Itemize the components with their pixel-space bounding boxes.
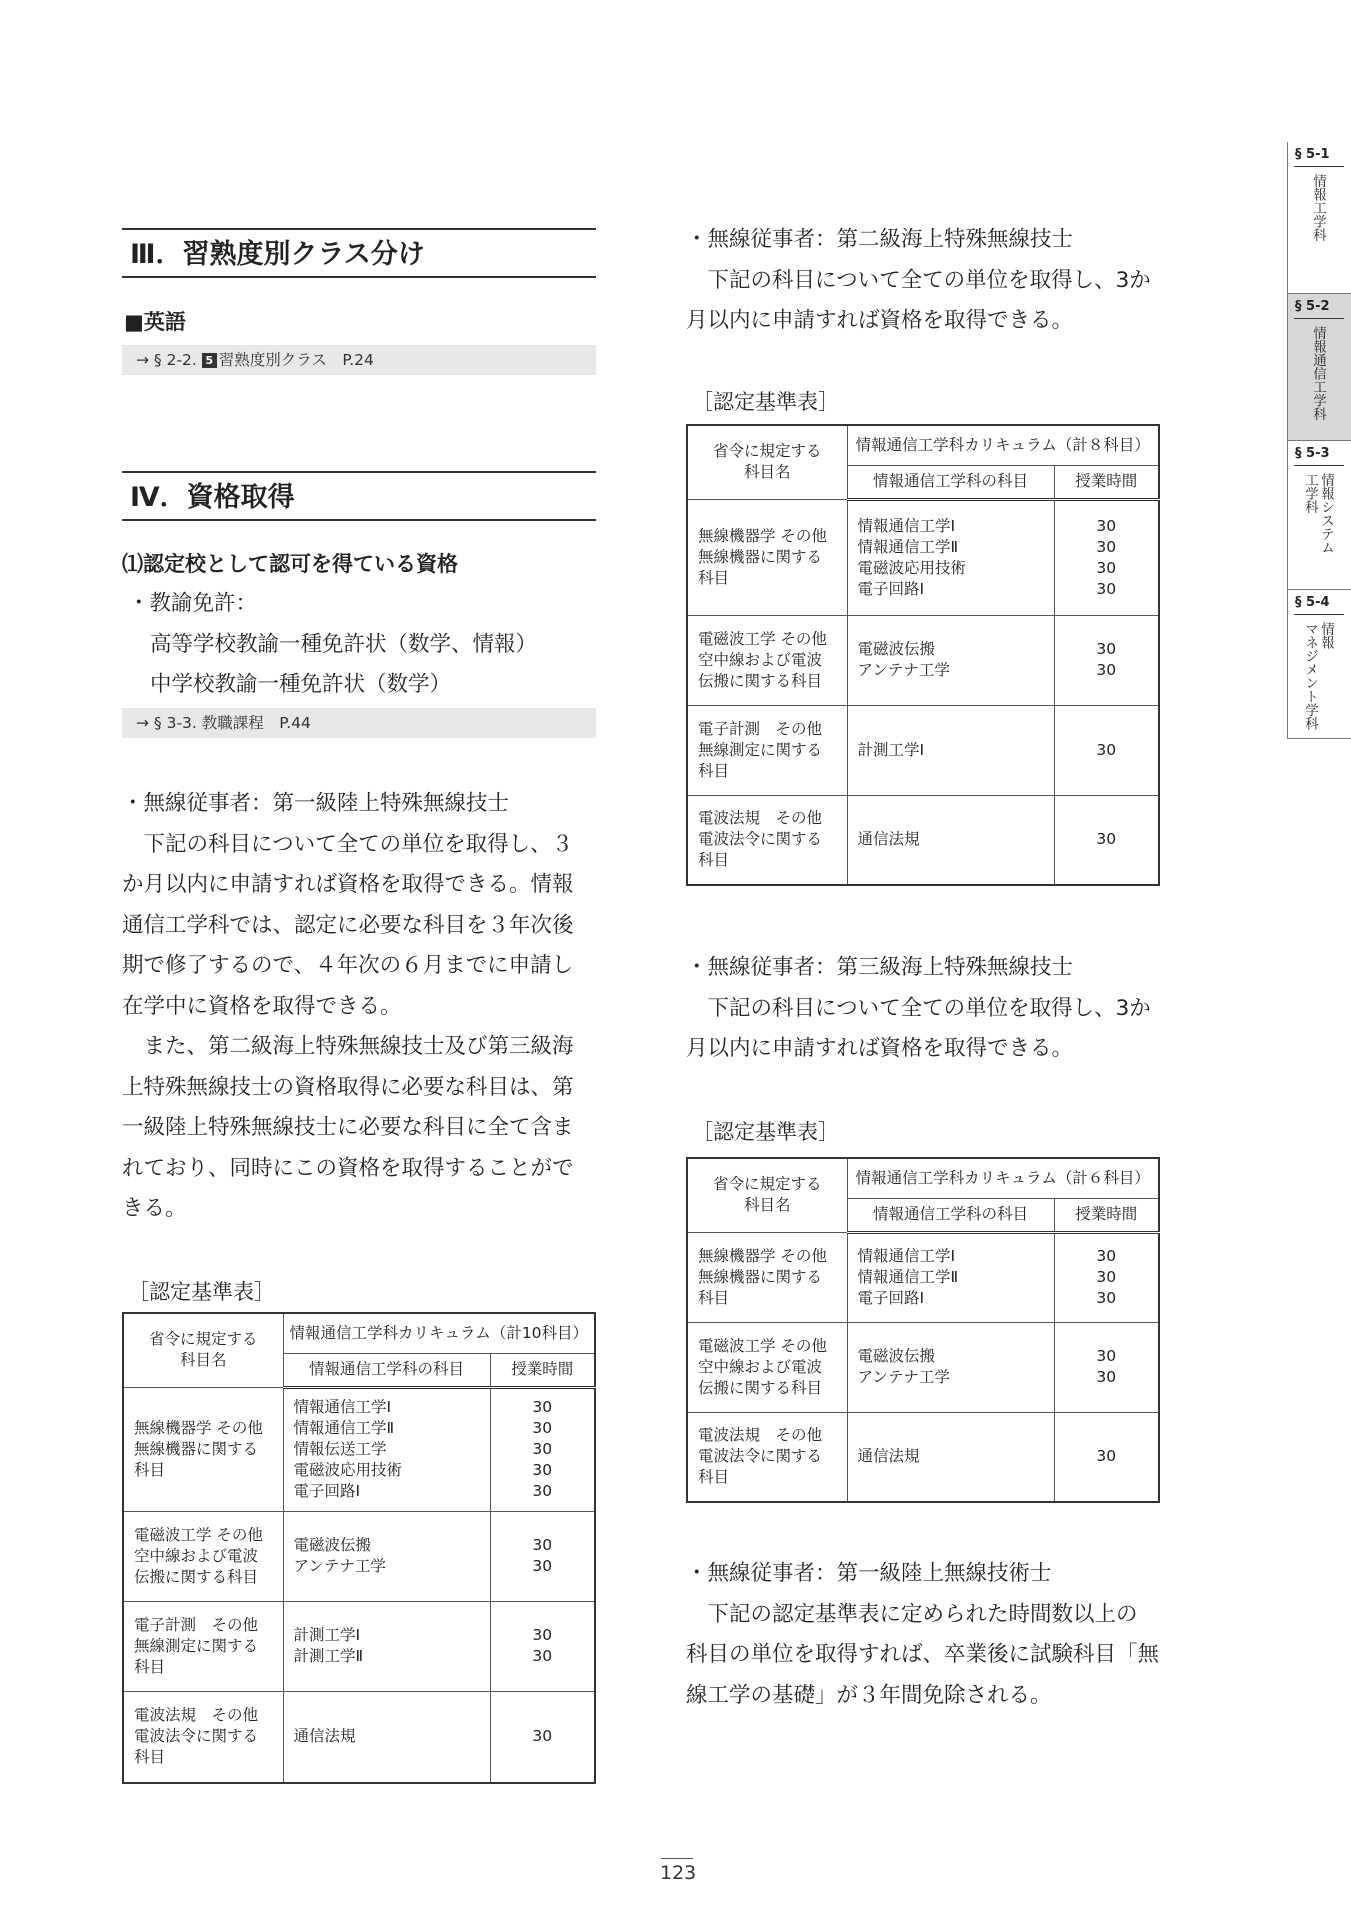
header-course: 情報通信工学科の科目 <box>847 465 1054 499</box>
side-tab-5-1[interactable] <box>1287 142 1351 294</box>
right-criteria-table-1 <box>686 424 1160 886</box>
section-3-title: Ⅲ．習熟度別クラス分け <box>122 228 596 278</box>
header-curriculum: 情報通信工学科カリキュラム（計６科目） <box>847 1158 1159 1198</box>
table-row: 電子計測 その他 無線測定に関する 科目 計測工学Ⅰ 30 <box>687 705 1159 795</box>
table-row: 無線機器学 その他 無線機器に関する 科目 情報通信工学Ⅰ 情報通信工学Ⅱ 電磁波応用技術 電子回路Ⅰ 30 30 30 30 <box>687 499 1159 615</box>
radio3-paragraph: ・無線従事者：第三級海上特殊無線技士 下記の科目について全ての単位を取得し、3か 月以内に申請すれば資格を取得できる。 <box>686 955 1151 1061</box>
side-tab-5-4[interactable] <box>1287 590 1351 738</box>
table-row: 電波法規 その他 電波法令に関する 科目 通信法規 30 <box>123 1691 595 1783</box>
side-tab-name: 情報 マネジメント学科 <box>1302 622 1334 730</box>
table-row: 電磁波工学 その他 空中線および電波 伝搬に関する科目 電磁波伝搬 アンテナ工学 30 30 <box>687 615 1159 705</box>
table-row: 電波法規 その他 電波法令に関する 科目 通信法規 30 <box>687 1412 1159 1502</box>
header-hours: 授業時間 <box>490 1353 595 1387</box>
side-tab-rule <box>1294 318 1344 319</box>
radio1-paragraph: ・無線従事者：第一級陸上特殊無線技士 下記の科目について全ての単位を取得し、３ か月以内に申請すれば資格を取得できる。情報 通信工学科では、認定に必要な科目を３年次後 期で修了するので、４年次の６月までに申請し 在学中に資格を取得できる。 また、第二級海上特殊無線技士及び第三級海 上特殊無線技士の資格取得に必要な科目は、第 一級陸上特殊無線技士に必要な科目に全て含ま れており、同時にこの資格を取得することがで きる。 <box>122 791 574 1221</box>
header-hours: 授業時間 <box>1054 1198 1159 1232</box>
teacher-reference: → § 3-3. 教職課程 P.44 <box>122 708 596 738</box>
left-criteria-table <box>122 1312 596 1784</box>
radio2-paragraph: ・無線従事者：第二級海上特殊無線技士 下記の科目について全ての単位を取得し、3か 月以内に申請すれば資格を取得できる。 <box>686 227 1151 333</box>
left-table-caption: ［認定基準表］ <box>128 1280 275 1304</box>
section-number-badge: 5 <box>202 353 217 368</box>
side-tab-name: 情報工学科 <box>1310 174 1326 242</box>
side-tab-rule <box>1294 614 1344 615</box>
side-tab-code: § 5-2 <box>1295 299 1330 314</box>
side-tab-code: § 5-4 <box>1295 595 1330 610</box>
table-row: 電波法規 その他 電波法令に関する 科目 通信法規 30 <box>687 795 1159 885</box>
header-course: 情報通信工学科の科目 <box>847 1198 1054 1232</box>
table-row: 電子計測 その他 無線測定に関する 科目 計測工学Ⅰ 計測工学Ⅱ 30 30 <box>123 1601 595 1691</box>
table-row: 無線機器学 その他 無線機器に関する 科目 情報通信工学Ⅰ 情報通信工学Ⅱ 情報伝送工学 電磁波応用技術 電子回路Ⅰ 30 30 30 30 30 <box>123 1387 595 1511</box>
table-row: 電磁波工学 その他 空中線および電波 伝搬に関する科目 電磁波伝搬 アンテナ工学 30 30 <box>123 1511 595 1601</box>
side-tab-5-2[interactable] <box>1287 294 1351 440</box>
side-tab-code: § 5-1 <box>1295 147 1330 162</box>
teacher-license-block: ・教諭免許： 高等学校教諭一種免許状（数学、情報） 中学校教諭一種免許状（数学） <box>128 591 538 697</box>
right-table1-caption: ［認定基準表］ <box>692 390 839 414</box>
page-number: 123 <box>660 1862 697 1884</box>
header-subject: 省令に規定する 科目名 <box>123 1313 283 1387</box>
right-table2-caption: ［認定基準表］ <box>692 1120 839 1144</box>
radio4-paragraph: ・無線従事者：第一級陸上無線技術士 下記の認定基準表に定められた時間数以上の 科目の単位を取得すれば、卒業後に試験科目「無 線工学の基礎」が３年間免除される。 <box>686 1561 1160 1708</box>
side-tab-code: § 5-3 <box>1295 446 1330 461</box>
header-subject: 省令に規定する 科目名 <box>687 1158 847 1232</box>
side-tab-rule <box>1294 465 1344 466</box>
side-tab-rule <box>1294 166 1344 167</box>
page-number-rule <box>661 1858 693 1859</box>
side-tab-name: 情報システム 工学科 <box>1302 473 1334 554</box>
side-tab-name: 情報通信工学科 <box>1310 326 1326 421</box>
table-row: 無線機器学 その他 無線機器に関する 科目 情報通信工学Ⅰ 情報通信工学Ⅱ 電子回路Ⅰ 30 30 30 <box>687 1232 1159 1322</box>
header-hours: 授業時間 <box>1054 465 1159 499</box>
section-4-title: Ⅳ．資格取得 <box>122 471 596 521</box>
header-subject: 省令に規定する 科目名 <box>687 425 847 499</box>
english-heading: ■英語 <box>124 310 186 334</box>
header-curriculum: 情報通信工学科カリキュラム（計10科目） <box>283 1313 595 1353</box>
right-criteria-table-2 <box>686 1157 1160 1503</box>
accredited-qualifications-heading: ⑴認定校として認可を得ている資格 <box>122 552 458 576</box>
header-curriculum: 情報通信工学科カリキュラム（計８科目） <box>847 425 1159 465</box>
english-reference: → § 2-2. 5 習熟度別クラス P.24 <box>122 345 596 375</box>
header-course: 情報通信工学科の科目 <box>283 1353 490 1387</box>
side-tab-divider <box>1287 738 1351 739</box>
table-row: 電磁波工学 その他 空中線および電波 伝搬に関する科目 電磁波伝搬 アンテナ工学 30 30 <box>687 1322 1159 1412</box>
side-tab-5-3[interactable] <box>1287 441 1351 589</box>
